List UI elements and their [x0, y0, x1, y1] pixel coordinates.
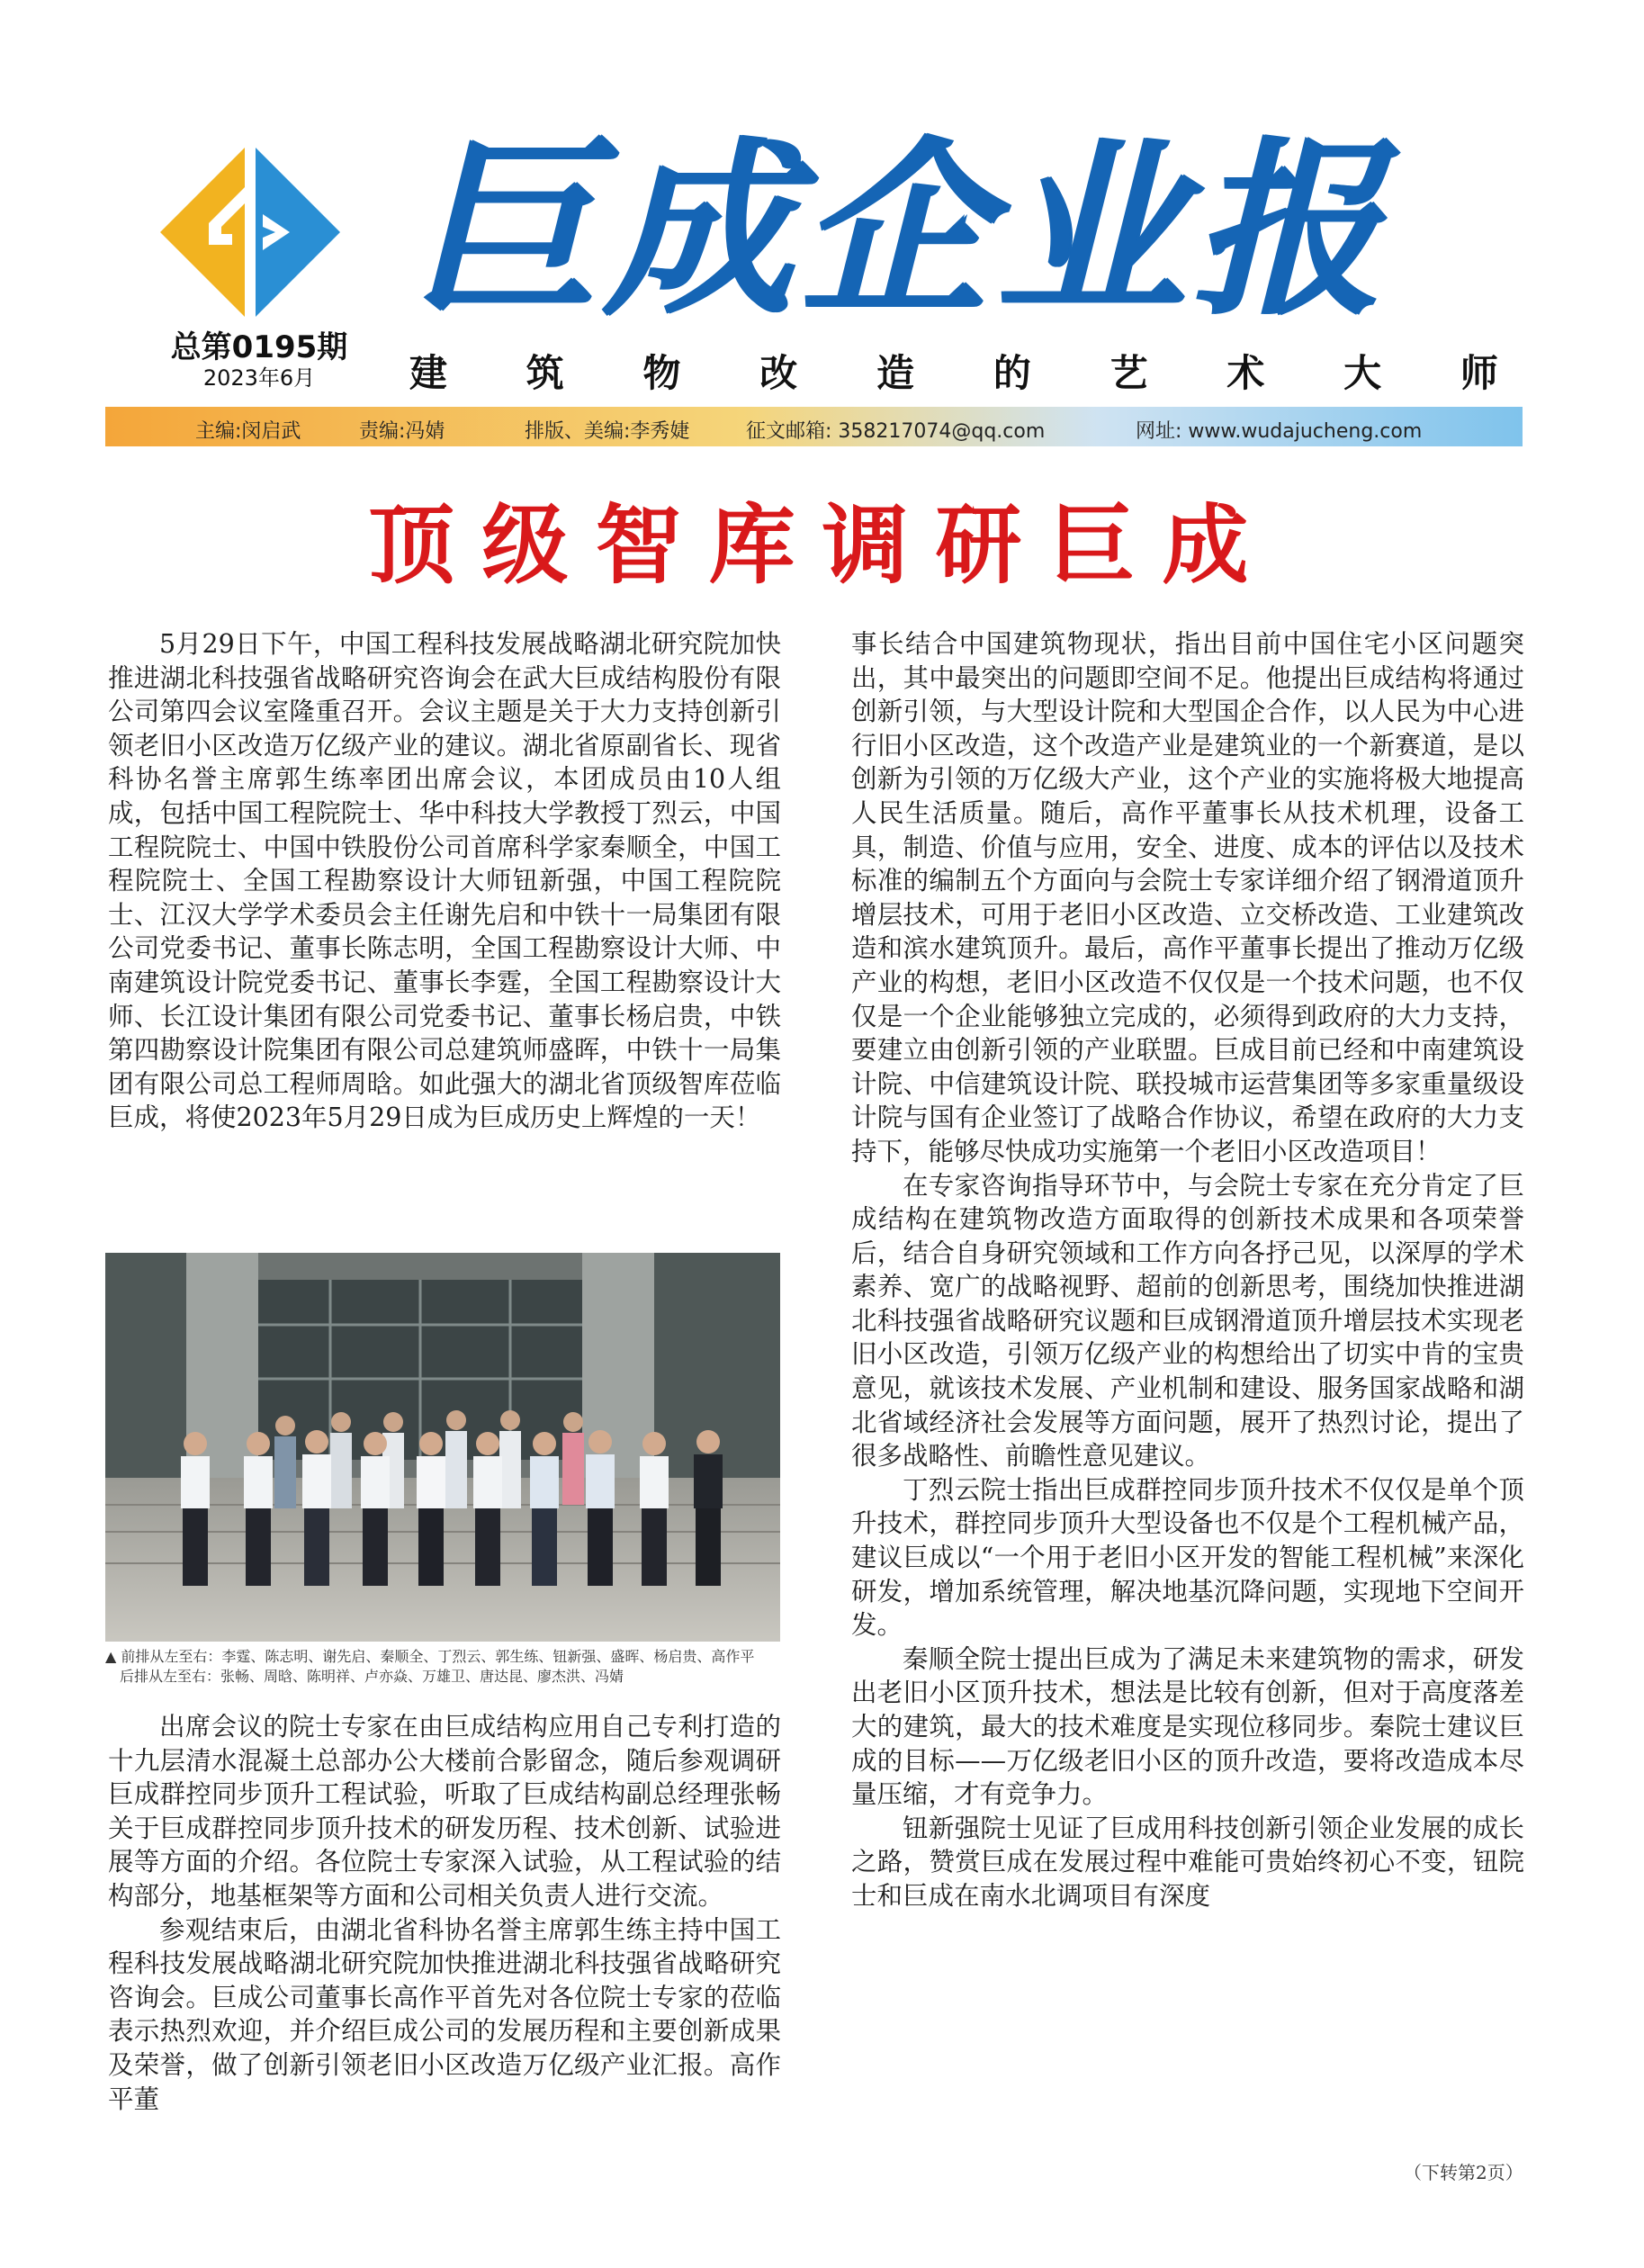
issue-number: 总第0195期 — [170, 329, 348, 365]
article-paragraph: 丁烈云院士指出巨成群控同步顶升技术不仅仅是单个顶升技术，群控同步顶升大型设备也不仅是个工程机械产品，建议巨成以“一个用于老旧小区开发的智能工程机械”来深化研发，增加系统管理，解决地基沉降问题，实现地下空间开发。 — [851, 1474, 1524, 1641]
slogan-char: 筑 — [526, 351, 564, 395]
newspaper-logo-icon — [155, 137, 346, 328]
slogan-char: 师 — [1460, 351, 1498, 395]
article-paragraph: 参观结束后，由湖北省科协名誉主席郭生练主持中国工程科技发展战略湖北研究院加快推进湖北科技强省战略研究咨询会。巨成公司董事长高作平首先对各位院士专家的莅临表示热烈欢迎，并介绍巨成公司的发展历程和主要创新成果及荣誉，做了创新引领老旧小区改造万亿级产业汇报。高作平董 — [108, 1914, 781, 2114]
article-column-right — [851, 627, 1524, 1913]
masthead-title: 巨成企业报 — [407, 121, 1388, 341]
photo-caption-back-row: 后排从左至右：张畅、周晗、陈明祥、卢亦焱、万雄卫、唐达昆、廖杰洪、冯婧 — [120, 1668, 624, 1685]
slogan-char: 术 — [1226, 351, 1265, 395]
issue-date: 2023年6月 — [202, 365, 316, 391]
article-paragraph: 出席会议的院士专家在由巨成结构应用自己专利打造的十九层清水混凝土总部办公大楼前合影留念，随后参观调研巨成群控同步顶升工程试验，听取了巨成结构副总经理张畅关于巨成群控同步顶升技术的研发历程、技术创新、试验进展等方面的介绍。各位院士专家深入试验，从工程试验的结构部分，地基框架等方面和公司相关负责人进行交流。 — [108, 1712, 781, 1911]
article-column-left-bottom — [108, 1710, 781, 2116]
article-headline: 顶级智库调研巨成 — [368, 494, 1276, 596]
continued-note: （下转第2页） — [1404, 2162, 1523, 2183]
responsible-editor: 责编:冯婧 — [359, 420, 445, 443]
editorial-info-bar — [105, 407, 1523, 446]
website: 网址: www.wudajucheng.com — [1136, 420, 1423, 443]
slogan-char: 造 — [876, 351, 915, 395]
photo-caption-front-row: ▲ 前排从左至右：李霆、陈志明、谢先启、秦顺全、丁烈云、郭生练、钮新强、盛晖、杨启贵、高作平 — [105, 1648, 755, 1665]
photo-caption — [105, 1647, 785, 1687]
layout-editor: 排版、美编:李秀婕 — [525, 420, 690, 443]
slogan-char: 建 — [409, 351, 448, 395]
group-photo — [105, 1253, 780, 1642]
article-column-left-top — [108, 627, 781, 1135]
article-paragraph: 在专家咨询指导环节中，与会院士专家在充分肯定了巨成结构在建筑物改造方面取得的创新技术成果和各项荣誉后，结合自身研究领域和工作方向各抒己见，以深厚的学术素养、宽广的战略视野、超前的创新思考，围绕加快推进湖北科技强省战略研究议题和巨成钢滑道顶升增层技术实现老旧小区改造，引领万亿级产业的构想给出了切实中肯的宝贵意见，就该技术发展、产业机制和建设、服务国家战略和湖北省域经济社会发展等方面问题，展开了热烈讨论，提出了很多战略性、前瞻性意见建议。 — [851, 1170, 1524, 1472]
masthead-slogan — [409, 344, 1498, 398]
slogan-char: 艺 — [1109, 351, 1148, 395]
article-paragraph: 钮新强院士见证了巨成用科技创新引领企业发展的成长之路，赞赏巨成在发展过程中难能可贵始终初心不变，钮院士和巨成在南水北调项目有深度 — [851, 1813, 1524, 1911]
submission-email: 征文邮箱: 358217074@qq.com — [746, 420, 1046, 443]
slogan-char: 改 — [759, 351, 798, 395]
article-paragraph: 5月29日下午，中国工程科技发展战略湖北研究院加快推进湖北科技强省战略研究咨询会在武大巨成结构股份有限公司第四会议室隆重召开。会议主题是关于大力支持创新引领老旧小区改造万亿级产业的建议。湖北省原副省长、现省科协名誉主席郭生练率团出席会议，本团成员由10人组成，包括中国工程院院士、华中科技大学教授丁烈云，中国工程院院士、中国中铁股份公司首席科学家秦顺全，中国工程院院士、全国工程勘察设计大师钮新强，中国工程院院士、江汉大学学术委员会主任谢先启和中铁十一局集团有限公司党委书记、董事长陈志明，全国工程勘察设计大师、中南建筑设计院党委书记、董事长李霆，全国工程勘察设计大师、长江设计集团有限公司党委书记、董事长杨启贵，中铁第四勘察设计院集团有限公司总建筑师盛晖，中铁十一局集团有限公司总工程师周晗。如此强大的湖北省顶级智库莅临巨成，将使2023年5月29日成为巨成历史上辉煌的一天！ — [108, 629, 781, 1133]
slogan-char: 的 — [993, 351, 1031, 395]
article-paragraph: 秦顺全院士提出巨成为了满足未来建筑物的需求，研发出老旧小区顶升技术，想法是比较有创新，但对于高度落差大的建筑，最大的技术难度是实现位移同步。秦院士建议巨成的目标——万亿级老旧小区的顶升改造，要将改造成本尽量压缩，才有竞争力。 — [851, 1643, 1524, 1810]
article-paragraph-continued: 事长结合中国建筑物现状，指出目前中国住宅小区问题突出，其中最突出的问题即空间不足。他提出巨成结构将通过创新引领，与大型设计院和大型国企合作，以人民为中心进行旧小区改造，这个改造产业是建筑业的一个新赛道，是以创新为引领的万亿级大产业，这个产业的实施将极大地提高人民生活质量。随后，高作平董事长从技术机理，设备工具，制造、价值与应用，安全、进度、成本的评估以及技术标准的编制五个方面向与会院士专家详细介绍了钢滑道顶升增层技术，可用于老旧小区改造、立交桥改造、工业建筑改造和滨水建筑顶升。最后，高作平董事长提出了推动万亿级产业的构想，老旧小区改造不仅仅是一个技术问题，也不仅仅是一个企业能够独立完成的，必须得到政府的大力支持，要建立由创新引领的产业联盟。巨成目前已经和中南建筑设计院、中信建筑设计院、联投城市运营集团等多家重量级设计院与国有企业签订了战略合作协议，希望在政府的大力支持下，能够尽快成功实施第一个老旧小区改造项目！ — [851, 629, 1524, 1166]
slogan-char: 物 — [642, 351, 681, 395]
slogan-char: 大 — [1343, 351, 1382, 395]
editor-in-chief: 主编:闵启武 — [195, 420, 301, 443]
